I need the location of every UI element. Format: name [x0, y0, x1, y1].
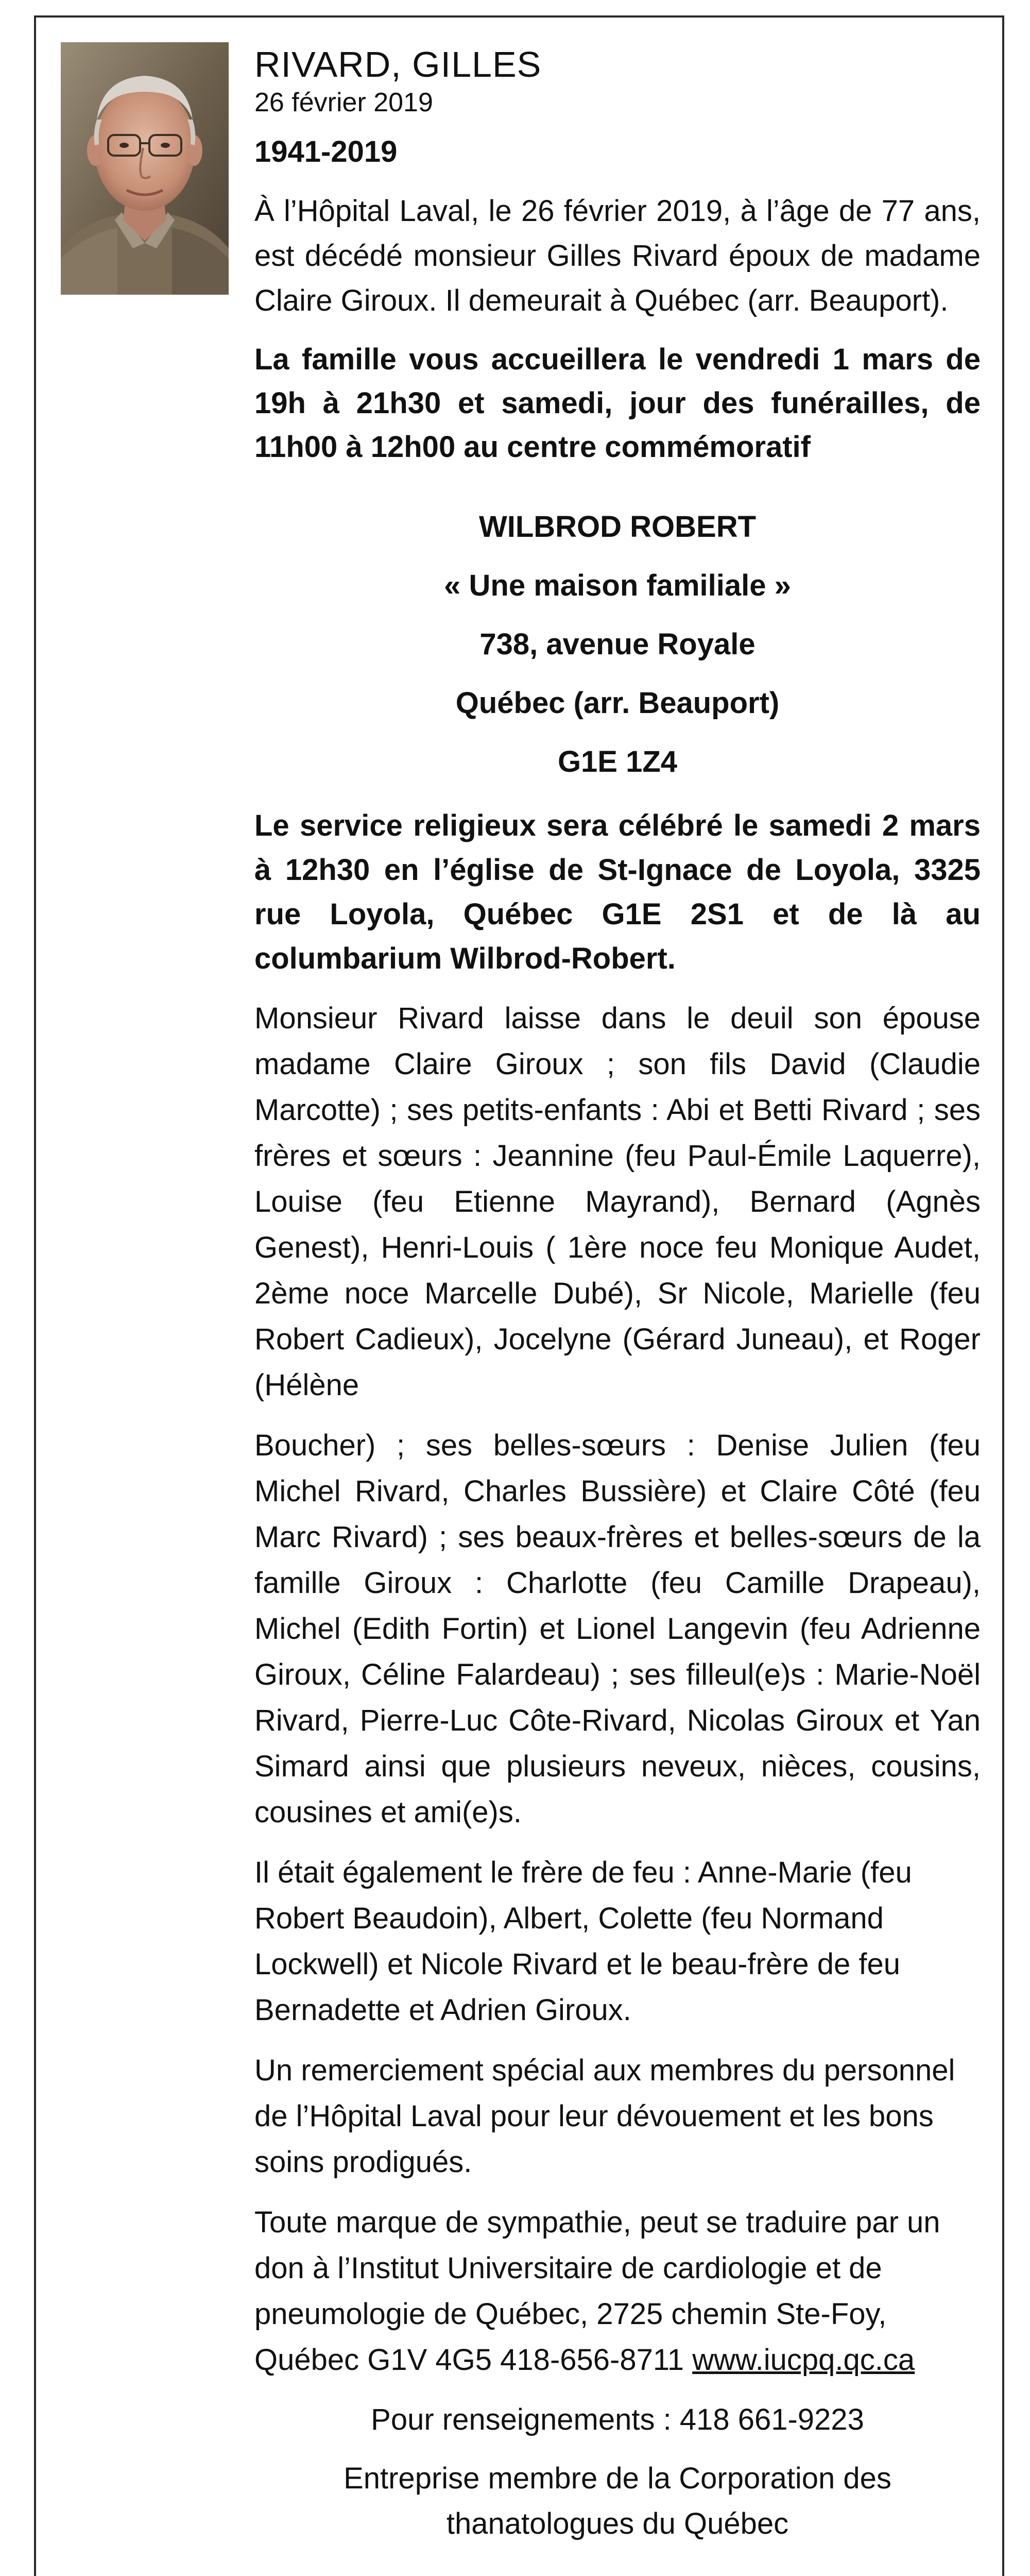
funeral-home-address [254, 498, 981, 791]
portrait-photo [61, 42, 229, 295]
funeral-home-city: Québec (arr. Beauport) [455, 686, 780, 720]
thanks-paragraph: Un remerciement spécial aux membres du personnel de l’Hôpital Laval pour leur dévouement et les bons soins prodigués. [254, 2054, 955, 2179]
donation-link[interactable]: www.iucpq.qc.ca [692, 2343, 915, 2377]
info-phone: Pour renseignements : 418 661-9223 [371, 2403, 864, 2436]
funeral-home-postal: G1E 1Z4 [557, 745, 678, 778]
service-paragraph: Le service religieux sera célébré le samedi 2 mars à 12h30 en l’église de St-Ignace de Loyola, 3325 rue Loyola, Québec G1E 2S1 et de là au columbarium Wilbrod-Robert. [254, 809, 981, 975]
funeral-home-name: WILBROD ROBERT [478, 510, 757, 544]
obituary-content [254, 42, 981, 2547]
survivors-paragraph-1: Monsieur Rivard laisse dans le deuil son épouse madame Claire Giroux ; son fils David (Claudie Marcotte) ; ses petits-enfants : Abi et Betti Rivard ; ses frères et sœurs : Jeannine (feu Paul-Émile Laquerre), Louise (feu Etienne Mayrand), Bernard (Agnès Genest), Henri-Louis ( 1ère noce feu Monique Audet, 2ème noce Marcelle Dubé), Sr Nicole, Marielle (feu Robert Cadieux), Jocelyne (Gérard Juneau), et Roger (Hélène [254, 1002, 981, 1402]
intro-paragraph: À l’Hôpital Laval, le 26 février 2019, à l’âge de 77 ans, est décédé monsieur Gilles Rivard époux de madame Claire Giroux. Il demeurait à Québec (arr. Beauport). [254, 194, 981, 317]
funeral-home-slogan: « Une maison familiale » [444, 569, 791, 602]
donation-paragraph [254, 2199, 981, 2383]
visitation-paragraph: La famille vous accueillera le vendredi 1 mars de 19h à 21h30 et samedi, jour des funérailles, de 11h00 à 12h00 au centre commémoratif [254, 343, 981, 464]
funeral-home-street: 738, avenue Royale [479, 628, 756, 661]
donation-text: Toute marque de sympathie, peut se traduire par un don à l’Institut Universitaire de cardiologie et de pneumologie de Québec, 2725 chemin Ste-Foy, Québec G1V 4G5 418-656-8711 [254, 2206, 940, 2377]
life-years: 1941-2019 [254, 135, 398, 168]
predeceased-paragraph: Il était également le frère de feu : Anne-Marie (feu Robert Beaudoin), Albert, Colette (feu Normand Lockwell) et Nicole Rivard et le beau-frère de feu Bernadette et Adrien Giroux. [254, 1856, 912, 2027]
deceased-name: RIVARD, GILLES [254, 44, 542, 84]
survivors-paragraph-2: Boucher) ; ses belles-sœurs : Denise Julien (feu Michel Rivard, Charles Bussière) et Claire Côté (feu Marc Rivard) ; ses beaux-frères et belles-sœurs de la famille Giroux : Charlotte (feu Camille Drapeau), Michel (Edith Fortin) et Lionel Langevin (feu Adrienne Giroux, Céline Falardeau) ; ses filleul(e)s : Marie-Noël Rivard, Pierre-Luc Côte-Rivard, Nicolas Giroux et Yan Simard ainsi que plusieurs neveux, nièces, cousins, cousines et ami(e)s. [254, 1429, 981, 1829]
publication-date: 26 février 2019 [254, 88, 433, 117]
corporation-note: Entreprise membre de la Corporation des thanatologues du Québec [344, 2462, 891, 2540]
